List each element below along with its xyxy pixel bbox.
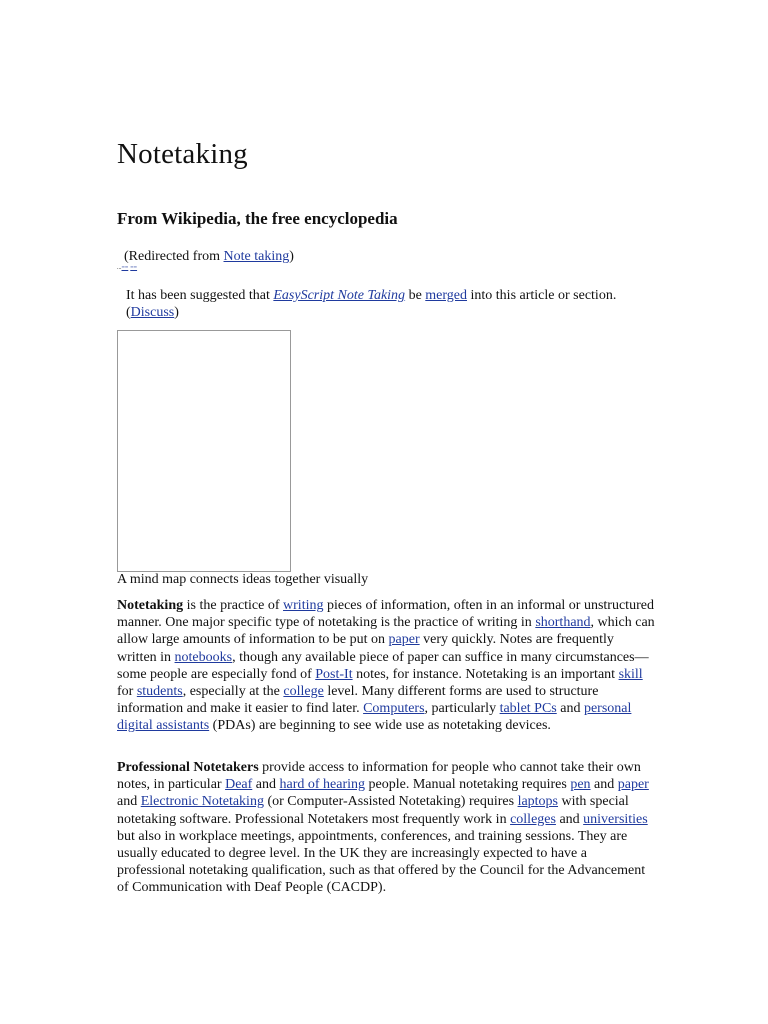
page-title: Notetaking bbox=[117, 138, 248, 170]
paragraph-text: for bbox=[117, 684, 137, 700]
paragraph-text: notes, for instance. Notetaking is an important bbox=[352, 666, 619, 682]
link-colleges[interactable]: colleges bbox=[510, 811, 556, 827]
link-computers[interactable]: Computers bbox=[363, 701, 425, 717]
paragraph-text: and bbox=[555, 811, 584, 827]
paragraph-intro bbox=[117, 597, 657, 735]
paragraph-text: is the practice of bbox=[183, 598, 284, 613]
link-college[interactable]: college bbox=[283, 684, 324, 700]
page-subtitle: From Wikipedia, the free encyclopedia bbox=[117, 209, 398, 228]
link-paper-2[interactable]: paper bbox=[617, 777, 649, 793]
paragraph-text: and bbox=[556, 701, 584, 717]
link-universities[interactable]: universities bbox=[583, 811, 648, 827]
redirect-prefix: (Redirected from bbox=[124, 249, 224, 264]
discuss-link[interactable]: Discuss bbox=[130, 305, 175, 320]
link-skill[interactable]: skill bbox=[618, 666, 643, 682]
paragraph-text: and bbox=[590, 777, 618, 793]
paragraph-text: , especially at the bbox=[182, 684, 284, 700]
link-writing[interactable]: writing bbox=[283, 598, 324, 613]
link-electronic-notetaking[interactable]: Electronic Notetaking bbox=[140, 794, 264, 810]
link-shorthand[interactable]: shorthand bbox=[535, 615, 591, 631]
merged-link[interactable]: merged bbox=[425, 288, 468, 303]
merge-target-link[interactable]: EasyScript Note Taking bbox=[273, 288, 406, 303]
link-post-it[interactable]: Post-It bbox=[315, 666, 353, 682]
paragraph-text: provide access to information for people who cannot take their own notes, in particular bbox=[117, 760, 641, 793]
paragraph-text: people. Manual notetaking requires bbox=[365, 777, 571, 793]
paragraph-text: and bbox=[117, 794, 141, 810]
jump-link-search[interactable]: == bbox=[130, 265, 138, 271]
link-deaf[interactable]: Deaf bbox=[225, 777, 253, 793]
jump-marker: ... bbox=[117, 265, 122, 271]
jump-link-navigation[interactable]: == bbox=[121, 265, 129, 271]
merge-text-3: into this article or section. ( bbox=[126, 288, 617, 320]
paragraph-text: , which can allow large amounts of information to be put on bbox=[117, 615, 655, 648]
merge-text-2: be bbox=[405, 288, 426, 303]
merge-notice bbox=[126, 287, 646, 321]
redirect-notice bbox=[124, 249, 294, 265]
redirect-suffix: ) bbox=[289, 249, 294, 264]
paragraph-text: but also in workplace meetings, appointments, conferences, and training sessions. They are usually educated to degree level. In the UK they are increasingly expected to have a professional notetaking qualification, such as that offered by the Council for the Advancement of Communication with Deaf People (CACDP). bbox=[117, 828, 646, 896]
mind-map-image-placeholder[interactable] bbox=[117, 330, 291, 572]
paragraph-text: , particularly bbox=[424, 701, 500, 717]
redirect-link[interactable]: Note taking bbox=[223, 249, 290, 264]
link-paper[interactable]: paper bbox=[388, 632, 420, 648]
link-personal-digital-assistants[interactable]: personal digital assistants bbox=[117, 701, 632, 734]
link-pen[interactable]: pen bbox=[570, 777, 591, 793]
paragraph-text: with special notetaking software. Professional Notetakers most frequently work in bbox=[117, 794, 629, 827]
link-tablet-pcs[interactable]: tablet PCs bbox=[499, 701, 557, 717]
paragraph-text: (or Computer-Assisted Notetaking) requires bbox=[263, 794, 518, 810]
term-notetaking: Notetaking bbox=[117, 598, 184, 613]
merge-text-4: ) bbox=[174, 305, 179, 320]
link-laptops[interactable]: laptops bbox=[517, 794, 559, 810]
link-hard-of-hearing[interactable]: hard of hearing bbox=[279, 777, 366, 793]
merge-text-1: It has been suggested that bbox=[126, 288, 274, 303]
paragraph-professional-notetakers bbox=[117, 759, 657, 897]
figure-caption: A mind map connects ideas together visually bbox=[117, 572, 369, 587]
paragraph-text: (PDAs) are beginning to see wide use as notetaking devices. bbox=[209, 718, 551, 734]
paragraph-text: pieces of information, often in an informal or unstructured manner. One major specific type of notetaking is the practice of writing in bbox=[117, 598, 654, 631]
link-students[interactable]: students bbox=[136, 684, 183, 700]
jump-links bbox=[117, 264, 139, 272]
paragraph-text: level. Many different forms are used to structure information and make it easier to find later. bbox=[117, 684, 599, 717]
paragraph-text: very quickly. Notes are frequently written in bbox=[117, 632, 614, 665]
term-professional-notetakers: Professional Notetakers bbox=[117, 760, 259, 775]
paragraph-text: and bbox=[252, 777, 280, 793]
link-notebooks[interactable]: notebooks bbox=[174, 649, 233, 665]
paragraph-text: , though any available piece of paper can suffice in many circumstances—some people are especially fond of bbox=[117, 649, 649, 682]
